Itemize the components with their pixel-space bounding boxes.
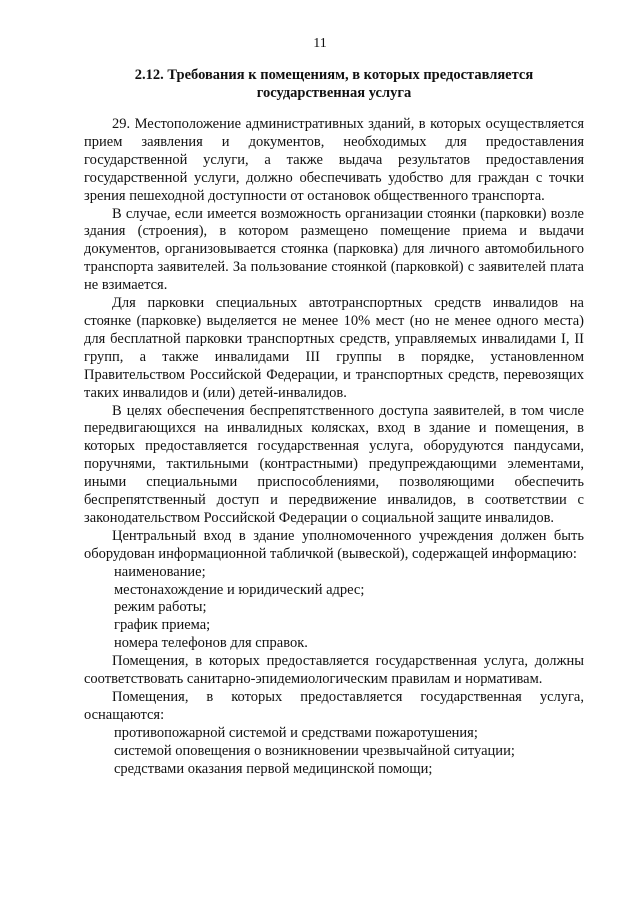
paragraph-accessibility: В целях обеспечения беспрепятственного доступа заявителей, в том числе передвигающихся на инвалидных колясках, вход в здание и помещения, в которых предоставляется государственная услуга, оборудуются пандусами, поручнями, тактильными (контрастными) предупреждающими элементами, иными специальными приспособлениями, позволяющими обеспечить беспрепятственный доступ и передвижение инвалидов, в соответствии с законодательством Российской Федерации о социальной защите инвалидов. bbox=[84, 402, 584, 526]
equipment-list-item: противопожарной системой и средствами пожаротушения; bbox=[114, 724, 478, 741]
section-heading bbox=[84, 66, 584, 102]
document-body bbox=[84, 116, 584, 779]
equipment-list-item: системой оповещения о возникновении чрезвычайной ситуации; bbox=[114, 742, 515, 759]
equipment-list-item: средствами оказания первой медицинской помощи; bbox=[114, 760, 433, 777]
section-heading-line-2: государственная услуга bbox=[256, 85, 412, 101]
paragraph-disabled-parking: Для парковки специальных автотранспортных средств инвалидов на стоянке (парковке) выделяется не менее 10% мест (но не менее одного места) для бесплатной парковки транспортных средств, управляемых инвалидами I, II групп, а также инвалидами III группы в порядке, установленном Правительством Российской Федерации, и транспортных средств, перевозящих таких инвалидов и (или) детей-инвалидов. bbox=[84, 295, 584, 401]
paragraph-29-location: 29. Местоположение административных зданий, в которых осуществляется прием заявления и документов, необходимых для предоставления государственной услуги, а также выдача результатов предоставления государственной услуги, должно обеспечивать удобство для граждан с точки зрения пешеходной доступности от остановок общественного транспорта. bbox=[84, 116, 584, 204]
sign-info-list-item: местонахождение и юридический адрес; bbox=[114, 581, 365, 598]
sign-info-list-item: наименование; bbox=[114, 563, 206, 580]
paragraph-equipment: Помещения, в которых предоставляется государственная услуга, оснащаются: bbox=[84, 689, 584, 723]
section-heading-line-1: 2.12. Требования к помещениям, в которых предоставляется bbox=[134, 67, 534, 83]
sign-info-list-item: номера телефонов для справок. bbox=[114, 635, 308, 652]
paragraph-entrance-sign: Центральный вход в здание уполномоченного учреждения должен быть оборудован информационной табличкой (вывеской), содержащей информацию: bbox=[84, 527, 584, 562]
page-number: 11 bbox=[313, 36, 327, 51]
sign-info-list-item: график приема; bbox=[114, 617, 211, 634]
sign-info-list-item: режим работы; bbox=[114, 599, 207, 616]
paragraph-parking: В случае, если имеется возможность организации стоянки (парковки) возле здания (строения), в котором размещено помещение приема и выдачи документов, организовывается стоянка (парковка) для личного автомобильного транспорта заявителей. За пользование стоянкой (парковкой) с заявителей плата не взимается. bbox=[84, 205, 584, 294]
paragraph-sanitary: Помещения, в которых предоставляется государственная услуга, должны соответствовать санитарно-эпидемиологическим правилам и нормативам. bbox=[84, 653, 584, 688]
